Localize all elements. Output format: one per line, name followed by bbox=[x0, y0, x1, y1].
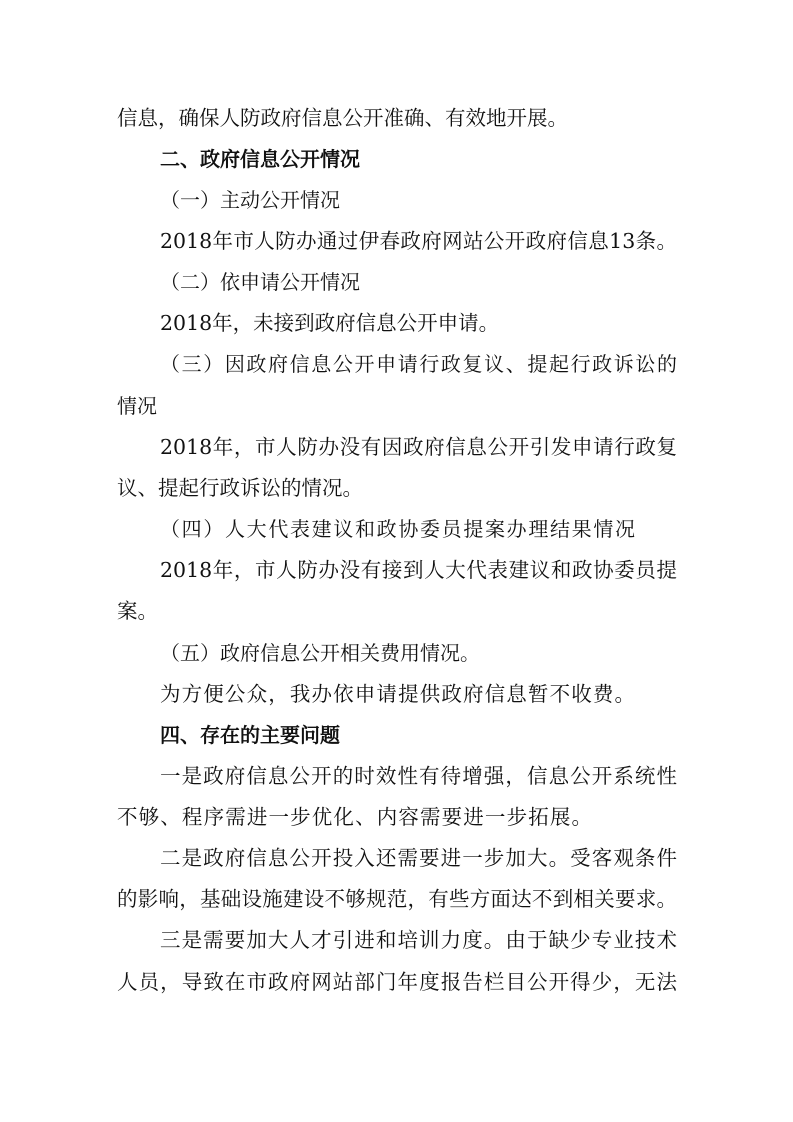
paragraph-line: 2018年，市人防办没有因政府信息公开引发申请行政复 bbox=[160, 435, 677, 459]
subsection-heading-continued: 情况 bbox=[117, 394, 157, 418]
section-heading: 四、存在的主要问题 bbox=[160, 723, 340, 747]
paragraph-line: 2018年，未接到政府信息公开申请。 bbox=[160, 311, 500, 335]
paragraph-line: 的影响，基础设施建设不够规范，有些方面达不到相关要求。 bbox=[117, 887, 677, 911]
paragraph-line: 2018年，市人防办没有接到人大代表建议和政协委员提 bbox=[160, 558, 677, 582]
paragraph-line: 信息，确保人防政府信息公开准确、有效地开展。 bbox=[117, 106, 568, 130]
paragraph-line: 为方便公众，我办依申请提供政府信息暂不收费。 bbox=[160, 682, 635, 706]
paragraph-line: 一是政府信息公开的时效性有待增强，信息公开系统性 bbox=[160, 764, 677, 788]
paragraph-line: 2018年市人防办通过伊春政府网站公开政府信息13条。 bbox=[160, 229, 677, 253]
subsection-heading: （四）人大代表建议和政协委员提案办理结果情况 bbox=[160, 517, 635, 541]
paragraph-line: 人员，导致在市政府网站部门年度报告栏目公开得少，无法 bbox=[117, 970, 677, 994]
subsection-heading: （三）因政府信息公开申请行政复议、提起行政诉讼的 bbox=[160, 352, 677, 376]
paragraph-line: 不够、程序需进一步优化、内容需要进一步拓展。 bbox=[117, 805, 592, 829]
subsection-heading: （一）主动公开情况 bbox=[160, 188, 340, 212]
subsection-heading: （五）政府信息公开相关费用情况。 bbox=[160, 641, 480, 665]
paragraph-line: 案。 bbox=[117, 599, 158, 623]
paragraph-line: 议、提起行政诉讼的情况。 bbox=[117, 476, 363, 500]
section-heading: 二、政府信息公开情况 bbox=[160, 147, 360, 171]
subsection-heading: （二）依申请公开情况 bbox=[160, 270, 360, 294]
paragraph-line: 二是政府信息公开投入还需要进一步加大。受客观条件 bbox=[160, 846, 677, 870]
paragraph-line: 三是需要加大人才引进和培训力度。由于缺少专业技术 bbox=[160, 928, 677, 952]
